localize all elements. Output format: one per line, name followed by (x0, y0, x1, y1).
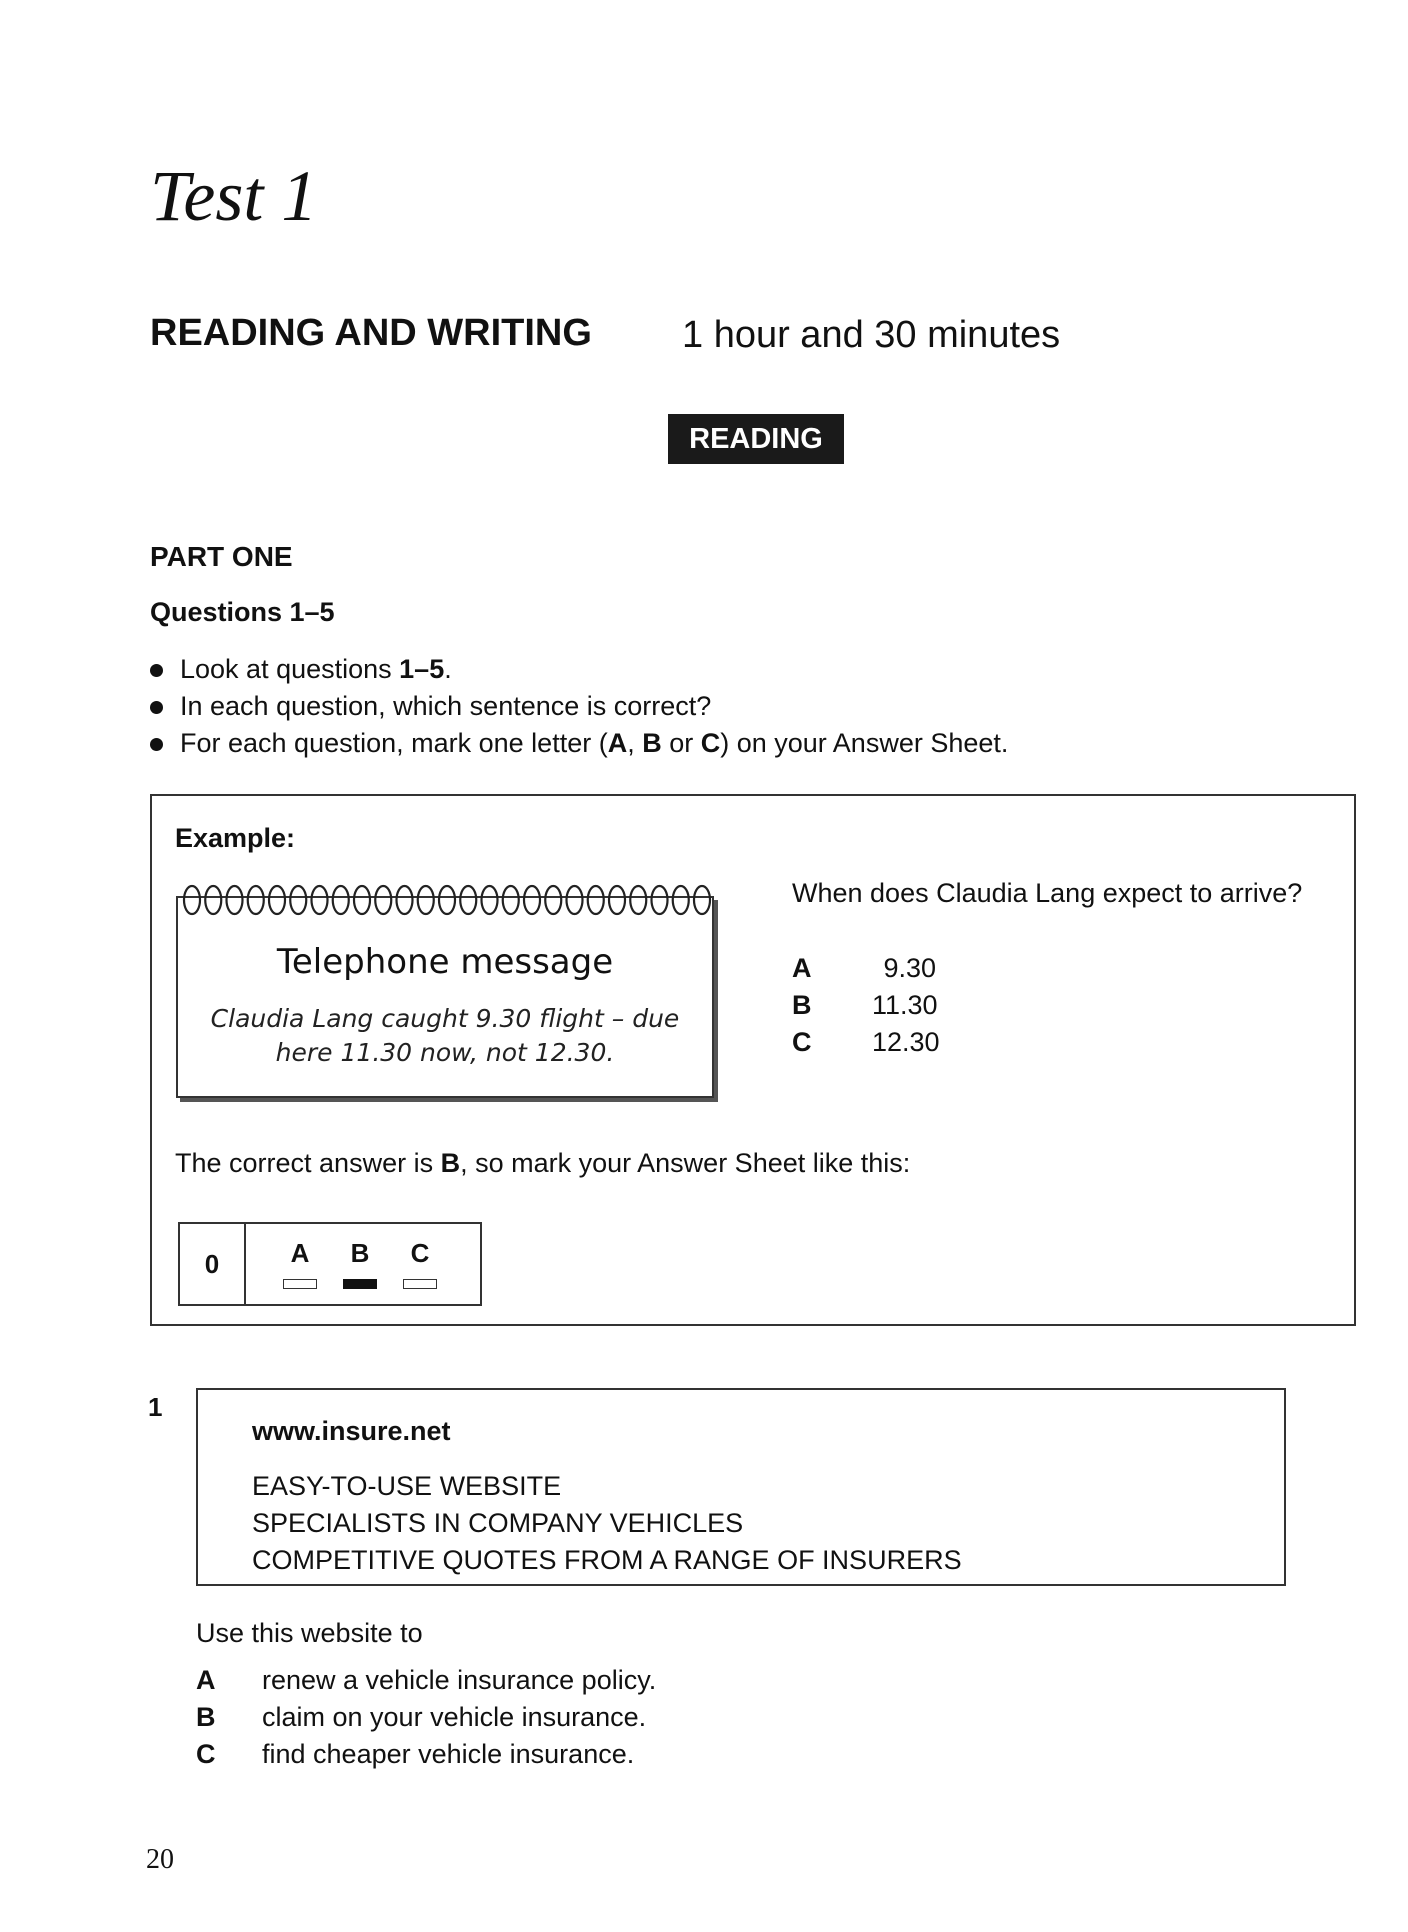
instruction-item: Look at questions 1–5. (150, 651, 1008, 688)
bullet-icon (150, 738, 163, 751)
bullet-icon (150, 664, 163, 677)
spiral-ring (652, 886, 668, 914)
example-answer-text: The correct answer is B, so mark your Answer Sheet like this: (175, 1148, 911, 1178)
answer-lozenge (283, 1279, 317, 1289)
example-options (792, 950, 940, 1061)
instruction-item (150, 725, 1008, 762)
duration-text: 1 hour and 30 minutes (682, 314, 1061, 356)
spiral-ring (588, 886, 604, 914)
spiral-ring (630, 886, 646, 914)
questions-range: Questions 1–5 (150, 597, 335, 627)
instruction-item: In each question, which sentence is correct? (150, 688, 1008, 725)
option-row: B claim on your vehicle insurance. (196, 1702, 647, 1732)
spiral-ring (227, 886, 243, 914)
part-title: PART ONE (150, 541, 293, 572)
spiral-ring (290, 886, 306, 914)
spiral-ring (439, 886, 455, 914)
spiral-ring (205, 886, 221, 914)
answer-sheet-sample (178, 1222, 482, 1306)
example-label: Example: (175, 823, 296, 853)
option-row: A 9.30 (792, 953, 936, 983)
option-row: C find cheaper vehicle insurance. (196, 1739, 635, 1769)
answer-option-a: A (282, 1238, 318, 1289)
spiral-ring (397, 886, 413, 914)
note-body: Claudia Lang caught 9.30 flight – due here 11.30 now, not 12.30. (210, 1004, 680, 1067)
spiral-ring (333, 886, 349, 914)
example-question: When does Claudia Lang expect to arrive? (792, 878, 1303, 908)
spiral-ring (694, 886, 710, 914)
instruction-text: For each question, mark one letter (A, B or C) on your Answer Sheet. (180, 728, 1009, 758)
question-options (196, 1662, 656, 1773)
spiral-ring (609, 886, 625, 914)
spiral-ring (503, 886, 519, 914)
answer-lozenge (403, 1279, 437, 1289)
spiral-ring (248, 886, 264, 914)
question-text-box (196, 1388, 1286, 1586)
spiral-ring (482, 886, 498, 914)
answer-option-c: C (402, 1238, 438, 1289)
spiral-ring (312, 886, 328, 914)
spiral-binding-icon (178, 878, 716, 922)
bullet-icon (150, 701, 163, 714)
spiral-ring (184, 886, 200, 914)
spiral-ring (524, 886, 540, 914)
option-row: C 12.30 (792, 1027, 940, 1057)
instructions-list (150, 651, 1008, 762)
option-row: B 11.30 (792, 990, 938, 1020)
spiral-ring (354, 886, 370, 914)
answer-number: 0 (180, 1224, 246, 1304)
note-title: Telephone message (276, 942, 614, 982)
spiral-ring (418, 886, 434, 914)
website-url: www.insure.net (252, 1416, 451, 1446)
answer-lozenge (343, 1279, 377, 1289)
spiral-ring (460, 886, 476, 914)
option-row: A renew a vehicle insurance policy. (196, 1665, 657, 1695)
website-lines: EASY-TO-USE WEBSITE SPECIALISTS IN COMPANY VEHICLES COMPETITIVE QUOTES FROM A RANGE OF INSURERS (252, 1471, 962, 1575)
spiral-ring (375, 886, 391, 914)
answer-option-b: B (342, 1238, 378, 1289)
telephone-message-notepad (176, 896, 714, 1098)
spiral-ring (545, 886, 561, 914)
question-number: 1 (148, 1392, 163, 1422)
reading-badge: READING (668, 414, 844, 464)
page-number: 20 (146, 1844, 174, 1875)
section-title: READING AND WRITING (150, 312, 592, 354)
question-stem: Use this website to (196, 1618, 423, 1648)
test-title: Test 1 (150, 156, 318, 236)
spiral-ring (567, 886, 583, 914)
spiral-ring (269, 886, 285, 914)
spiral-ring (673, 886, 689, 914)
